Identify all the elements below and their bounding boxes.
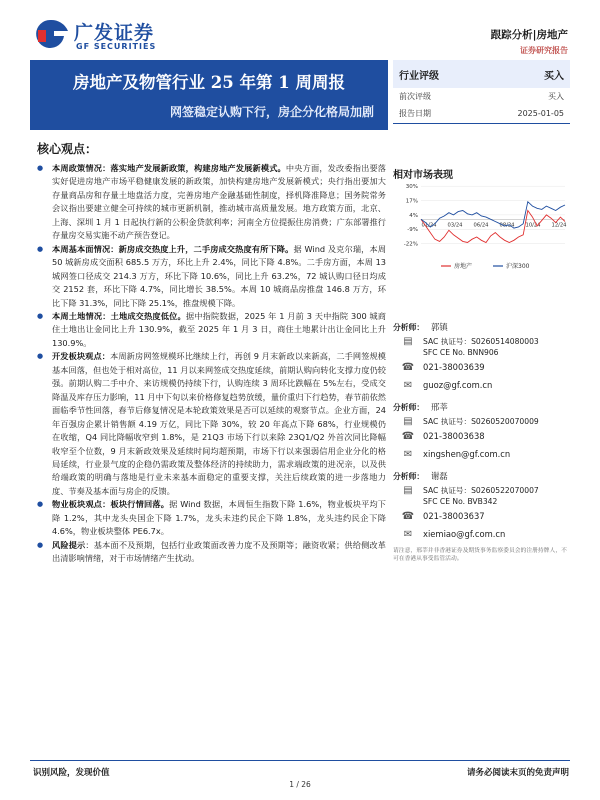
- paragraph-text: 据 Wind 数据，本周恒生指数下降 1.6%，物业板块平均下降 1.2%，其中龙头央国企下降 1.7%，龙头未违约民企下降 1.8%，龙头违约民企下降 4.6%，物业板块整体 PE6.7x。: [52, 499, 386, 537]
- analyst-sfc: SFC CE No. BNN906: [423, 348, 499, 357]
- analyst-name: 邢莘: [431, 402, 448, 412]
- phone-icon: ☎: [401, 430, 415, 442]
- paragraph-fundamentals: [36, 243, 386, 310]
- company-logo: [30, 16, 190, 52]
- analyst-list: [393, 318, 570, 563]
- core-views-heading: 核心观点：: [37, 142, 98, 156]
- chart-svg: [393, 178, 570, 278]
- envelope-icon: ✉: [403, 379, 413, 391]
- rating-value: 买入: [544, 70, 564, 82]
- footer-disclaimer: 请务必阅读末页的免责声明: [466, 768, 569, 778]
- analyst-label: 分析师：: [393, 471, 425, 481]
- analyst-email[interactable]: xingshen@gf.com.cn: [423, 449, 511, 459]
- legend-label: 沪深300: [506, 263, 530, 270]
- core-views-body: [36, 162, 386, 566]
- analyst-sfc-row: [393, 347, 570, 358]
- x-tick-label: 06/24: [473, 222, 489, 229]
- report-category: 证券研究报告: [520, 46, 568, 55]
- logo-chinese-name: 广发证券: [74, 22, 155, 44]
- rating-header: [393, 60, 570, 88]
- analyst-phone: 021-38003639: [423, 362, 485, 372]
- previous-rating-row: [393, 88, 570, 105]
- rating-panel: [393, 60, 570, 124]
- analyst-sfc: SFC CE No. BVB342: [423, 497, 498, 506]
- x-tick-label: 10/24: [525, 222, 541, 229]
- analyst-sac-row: [393, 336, 570, 347]
- x-tick-label: 08/24: [499, 222, 515, 229]
- analyst-name: 郭镇: [431, 322, 448, 332]
- paragraph-development: [36, 350, 386, 498]
- relative-performance-chart: [393, 178, 570, 278]
- paragraph-risk: [36, 539, 386, 566]
- paragraph-property-mgmt: [36, 498, 386, 538]
- paragraph-lead: 本周基本面情况：新房成交热度上升，二手房成交热度有所下降。: [52, 243, 294, 254]
- analyst-name-row: [393, 318, 570, 336]
- x-tick-label: 01/24: [421, 222, 437, 229]
- previous-rating-value: 买入: [548, 92, 564, 101]
- previous-rating-label: 前次评级: [399, 92, 431, 101]
- series-line: [421, 211, 565, 243]
- paragraph-text: 中央方面，发改委指出要落实好促进房地产市场平稳健康发展的新政策，加快构建房地产发展新模式；央行指出要加大存量商品房和存量土地盘活力度，完善房地产金融基础性制度，择机降准降息；国务院常务会议指出要建立健全可持续的城市更新机制，推动城市高质量发展。地方政策方面，北京、上海、深圳 1 月 1 日起执行新的公积金贷款利率；河南全方位提振住房消费；广东部署推行存量房交易实施不动产预告登记。: [52, 163, 386, 241]
- paragraph-lead: 开发板块观点：: [52, 351, 111, 362]
- y-tick-label: 4%: [409, 212, 418, 219]
- paragraph-land: [36, 310, 386, 350]
- paragraph-lead: 物业板块观点：板块行情回落。: [52, 499, 170, 510]
- paragraph-lead: 本周土地情况：土地成交热度低位。: [52, 310, 186, 321]
- envelope-icon: ✉: [403, 528, 413, 540]
- analyst-email-row[interactable]: [393, 445, 570, 463]
- analyst-name-row: [393, 467, 570, 485]
- analyst-sac: SAC 执证号：S0260520070009: [423, 417, 539, 426]
- analyst-label: 分析师：: [393, 402, 425, 412]
- footer-slogan: 识别风险，发现价值: [33, 768, 110, 778]
- report-date-value: 2025-01-05: [517, 109, 564, 118]
- analyst-sac: SAC 执证号：S0260522070007: [423, 486, 539, 495]
- report-date-row: [393, 105, 570, 122]
- analyst-phone-row: [393, 507, 570, 525]
- report-type: 跟踪分析|房地产: [490, 29, 568, 41]
- compliance-note: 请注意，邢莘并非香港证券及期货事务监察委员会的注册持牌人，不可在香港从事受监管活动。: [393, 548, 567, 562]
- gf-logo-icon: [30, 18, 70, 50]
- analyst-email-row[interactable]: [393, 376, 570, 394]
- paragraph-policy: [36, 162, 386, 243]
- analyst-sac: SAC 执证号：S0260514080003: [423, 337, 539, 346]
- report-subtitle: 网签稳定认购下行，房企分化格局加剧: [169, 105, 374, 119]
- paragraph-text: 据 Wind 及克尔瑞，本周 50 城新房成交面积 685.5 万方，环比上升 2.4%，同比下降 4.8%。二手房方面，本周 13 城网签口径成交 214.3 万方，环比下降 10.6%，同比上升 63.2%，72 城认购口径日均成交 2152 套，环比下降 4.7%，同比增长 38.5%。本周 10 城商品房推盘 146.8 万方，环比下降 31.3%，同比下降 25.1%，推盘规模下降。: [52, 243, 386, 308]
- analyst-card: [393, 467, 570, 543]
- id-card-icon: ▤: [403, 336, 413, 347]
- analyst-phone: 021-38003637: [423, 511, 485, 521]
- footer-divider: [30, 760, 570, 761]
- analyst-phone-row: [393, 427, 570, 445]
- y-tick-label: 30%: [405, 184, 418, 191]
- analyst-email[interactable]: guoz@gf.com.cn: [423, 380, 493, 390]
- id-card-icon: ▤: [403, 416, 413, 427]
- analyst-sac-row: [393, 416, 570, 427]
- analyst-email-row[interactable]: [393, 525, 570, 543]
- report-date-label: 报告日期: [399, 109, 431, 118]
- y-tick-label: 17%: [405, 198, 418, 205]
- analyst-sfc-row: [393, 496, 570, 507]
- paragraph-text: 本周新房网签规模环比继续上行，再创 9 月末新政以来新高，二手网签规模基本回落，但也处于相对高位，11 月以来网签成交热度延续，前期认购向转化支撑力度仍较强。前期认购二手中介、来访规模仍持续下行，认购连续 3 周环比跌幅在 5%左右，受成交降温及库存压力影响，11 月中下旬以来价格修复趋势放缓，量价重归下行趋势，春节前依然面临季节性回落，春节后修复情况是本轮政策效果是否可以延续的观察节点。企业方面，24 年百强房企累计销售额 4.19 万亿，同比下降 30%，较 20 年高点下降 68%，行业规模仍在收缩，Q4 同比降幅收窄到 1.8%，是 21Q3 市场下行以来除 23Q1/Q2 外首次同比降幅收窄至个位数，9 月末新政效果及延续时间均超预期，市场下行以来强弱信用企业分化的格局延续，行业景气度的企稳仍需政策及整体经济的持续助力，需求端政策的进况亲，以及供给端政策的明确与落地是行业未来基本面稳定的重要支撑，关注后续政策的进一步落地力度、节奏及基本面与房企的反馈。: [52, 351, 386, 496]
- paragraph-lead: 本周政策情况：落实地产发展新政策，构建房地产发展新模式。: [52, 163, 286, 173]
- analyst-label: 分析师：: [393, 322, 425, 332]
- paragraph-lead: 风险提示: [52, 539, 86, 550]
- analyst-phone-row: [393, 358, 570, 376]
- rating-label: 行业评级: [399, 70, 439, 82]
- title-banner: [30, 60, 388, 130]
- logo-english-name: GF SECURITIES: [76, 42, 157, 51]
- paragraph-text: ：基本面不及预期，包括行业政策面改善力度不及预期等；融资收紧；供给侧改革出清影响情绪，对于市场情绪产生扰动。: [52, 539, 386, 564]
- y-tick-label: -9%: [407, 227, 418, 234]
- page-number: 1 / 26: [289, 780, 311, 789]
- analyst-name: 谢磊: [431, 471, 448, 481]
- paragraph-text: 据中指院数据，2025 年 1 月前 3 天中指院 300 城商住土地出让金同比上升 130.9%，截至 2025 年 1 月 3 日，商住土地累计出让金同比上升 130.9%。: [52, 310, 386, 348]
- phone-icon: ☎: [401, 510, 415, 522]
- y-tick-label: -22%: [403, 241, 418, 248]
- chart-title: 相对市场表现: [393, 170, 453, 181]
- analyst-name-row: [393, 398, 570, 416]
- x-tick-label: 03/24: [447, 222, 463, 229]
- legend-label: 房地产: [454, 263, 473, 270]
- x-tick-label: 12/24: [551, 222, 567, 229]
- phone-icon: ☎: [401, 361, 415, 373]
- analyst-card: [393, 398, 570, 463]
- envelope-icon: ✉: [403, 448, 413, 460]
- analyst-phone: 021-38003638: [423, 431, 485, 441]
- analyst-sac-row: [393, 485, 570, 496]
- id-card-icon: ▤: [403, 485, 413, 496]
- report-title: 房地产及物管行业 25 年第 1 周周报: [73, 73, 345, 92]
- analyst-email[interactable]: xiemiao@gf.com.cn: [423, 529, 506, 539]
- analyst-card: [393, 318, 570, 394]
- rating-divider: [393, 123, 570, 124]
